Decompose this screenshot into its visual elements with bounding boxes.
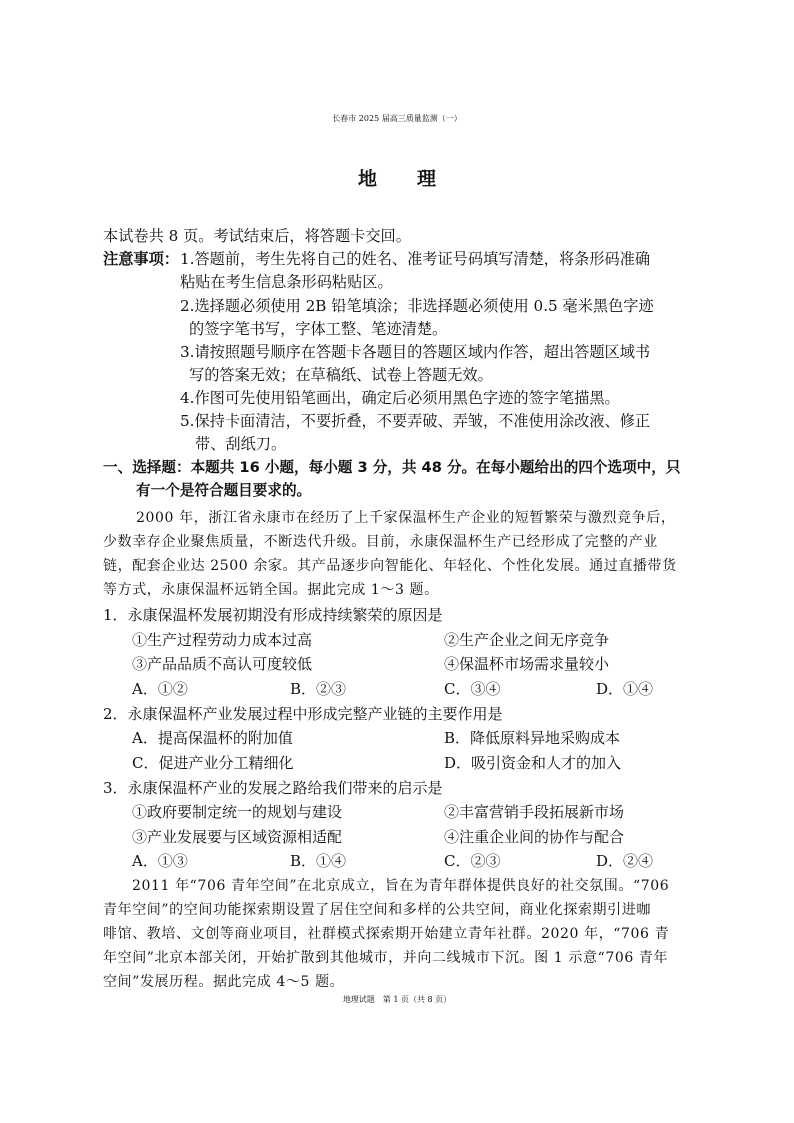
notice-item-3-cont: 写的答案无效；在草稿纸、试卷上答题无效。: [189, 366, 493, 384]
question-1-statement-2: ②生产企业之间无序竞争: [444, 631, 610, 649]
exam-title: 长春市 2025 届高三质量监测（一）: [332, 114, 462, 123]
question-3-statement-4: ④注重企业间的协作与配合: [444, 828, 625, 846]
passage-2-line-1: 2011 年“706 青年空间”在北京成立，旨在为青年群体提供良好的社交氛围。“706: [132, 878, 670, 894]
question-3-option-a: A．①③: [132, 852, 188, 870]
question-3-statement-3: ③产业发展要与区域资源相适配: [132, 828, 343, 846]
page-footer: 地理试题 第 1 页（共 8 页）: [342, 995, 452, 1004]
notice-item-5: 5.保持卡面清洁，不要折叠，不要弄破、弄皱，不准使用涂改液、修正: [180, 412, 651, 430]
passage-1-line-3: 链，配套企业达 2500 余家。其产品逐步向智能化、年轻化、个性化发展。通过直播带货: [103, 558, 677, 574]
question-1-option-d: D．①④: [596, 680, 654, 698]
question-3-option-c: C．②③: [444, 852, 501, 870]
section-heading-cont: 有一个是符合题目要求的。: [136, 482, 312, 499]
notice-item-5-cont: 带、刮纸刀。: [195, 435, 287, 453]
passage-2-line-4: 年空间”北京本部关闭，开始扩散到其他城市，并向二线城市下沉。图 1 示意“706 青年: [103, 950, 669, 966]
intro-text: 本试卷共 8 页。考试结束后，将答题卡交回。: [103, 227, 411, 245]
passage-2-line-5: 空间”发展历程。据此完成 4～5 题。: [103, 974, 345, 990]
question-1-option-a: A．①②: [132, 680, 188, 698]
notice-item-4: 4.作图可先使用铅笔画出，确定后必须用黑色字迹的签字笔描黑。: [180, 389, 620, 407]
passage-1-line-4: 等方式，永康保温杯远销全国。据此完成 1～3 题。: [103, 582, 439, 598]
question-2-option-b: B．降低原料异地采购成本: [444, 729, 621, 747]
passage-1-line-1: 2000 年，浙江省永康市在经历了上千家保温杯生产企业的短暂繁荣与激烈竞争后，: [136, 510, 676, 526]
passage-1-line-2: 少数幸存企业聚焦质量，不断迭代升级。目前，永康保温杯生产已经形成了完整的产业: [103, 534, 658, 550]
question-2-stem: 2．永康保温杯产业发展过程中形成完整产业链的主要作用是: [103, 705, 503, 723]
question-3-option-b: B．①④: [290, 852, 347, 870]
section-heading: 一、选择题：本题共 16 小题，每小题 3 分，共 48 分。在每小题给出的四个选项中，只: [103, 459, 681, 476]
question-3-option-d: D．②④: [596, 852, 654, 870]
subject-heading: 地理: [357, 168, 476, 190]
question-2-option-a: A．提高保温杯的附加值: [132, 729, 293, 747]
notice-item-1-cont: 粘贴在考生信息条形码粘贴区。: [180, 273, 393, 291]
passage-2-line-2: 青年空间”的空间功能探索期设置了居住空间和多样的公共空间，商业化探索期引进咖: [103, 902, 651, 918]
question-2-option-d: D．吸引资金和人才的加入: [444, 754, 622, 772]
question-3-stem: 3．永康保温杯产业的发展之路给我们带来的启示是: [103, 779, 443, 797]
notice-item-1: 1.答题前，考生先将自己的姓名、准考证号码填写清楚，将条形码准确: [180, 250, 651, 268]
question-1-statement-4: ④保温杯市场需求量较小: [444, 655, 610, 673]
notice-item-2: 2.选择题必须使用 2B 铅笔填涂；非选择题必须使用 0.5 毫米黑色字迹: [180, 297, 654, 315]
question-3-statement-2: ②丰富营销手段拓展新市场: [444, 803, 625, 821]
notice-label: 注意事项：: [103, 250, 179, 268]
question-2-option-c: C．促进产业分工精细化: [132, 754, 294, 772]
question-3-statement-1: ①政府要制定统一的规划与建设: [132, 803, 343, 821]
question-1-statement-3: ③产品品质不高认可度较低: [132, 655, 313, 673]
notice-item-2-cont: 的签字笔书写，字体工整、笔迹清楚。: [189, 320, 448, 338]
question-1-option-b: B．②③: [290, 680, 347, 698]
question-1-option-c: C．③④: [444, 680, 501, 698]
passage-2-line-3: 啡馆、教培、文创等商业项目，社群模式探索期开始建立青年社群。2020 年，“706 青: [103, 926, 670, 942]
question-1-stem: 1．永康保温杯发展初期没有形成持续繁荣的原因是: [103, 606, 443, 624]
notice-item-3: 3.请按照题号顺序在答题卡各题目的答题区域内作答，超出答题区域书: [180, 343, 651, 361]
question-1-statement-1: ①生产过程劳动力成本过高: [132, 631, 313, 649]
